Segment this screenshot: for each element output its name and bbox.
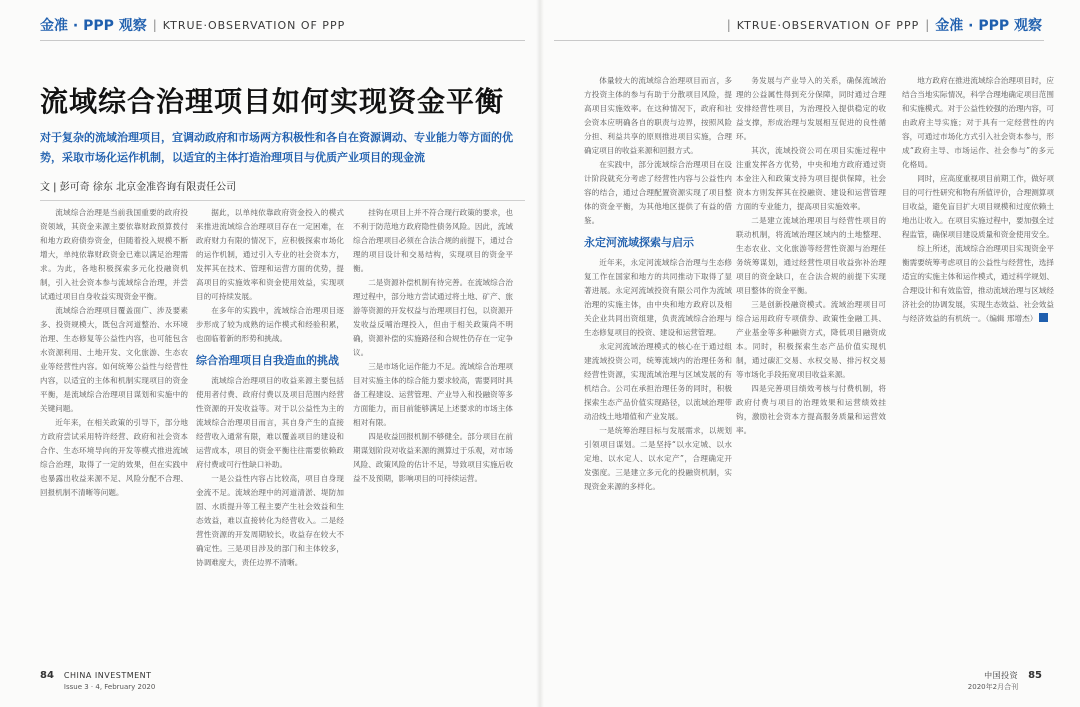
section-english-title: KTRUE·OBSERVATION OF PPP <box>736 18 920 32</box>
header-separator: | <box>152 18 157 32</box>
right-column-1 <box>584 74 732 646</box>
left-page-footer <box>40 670 155 693</box>
paragraph: 四是完善项目绩效考核与付费机制，将政府付费与项目的治理效果和运营绩效挂钩，激励社会资本方提高服务质量和运营效率。 <box>736 384 886 435</box>
paragraph: 体量较大的流域综合治理项目而言，多方投资主体的参与有助于分散项目风险，提高项目实施效率。在这种情况下，政府和社会资本应明确各自的职责与边界，按照风险分担、利益共享的原则推进项目实施，合理确定项目的收益来源和回报方式。 <box>584 76 732 155</box>
left-column-1 <box>40 206 188 648</box>
paragraph: 流域综合治理是当前我国重要的政府投资领域，其资金来源主要依靠财政预算拨付和地方政府债券资金，但随着投入规模不断增大，单纯依靠财政资金已难以满足治理需求。为此，各地积极探索多元化投融资机制，引入社会资本参与流域综合治理，并尝试通过项目自身收益实现资金平衡。 <box>40 208 188 301</box>
page-gutter <box>536 0 544 707</box>
section-brand: 金准 · PPP 观察 <box>935 18 1042 34</box>
paragraph: 务发展与产业导入的关系，确保流域治理的公益属性得到充分保障，同时通过合理安排经营性项目，为治理投入提供稳定的收益支撑，形成治理与发展相互促进的良性循环。 <box>736 76 886 141</box>
page-number: 84 <box>40 670 54 681</box>
paragraph: 近年来，在相关政策的引导下，部分地方政府尝试采用特许经营、政府和社会资本合作、生态环境导向的开发等模式推进流域综合治理，取得了一定的效果，但在实践中也暴露出收益来源不足、风险分配不合理、回报机制不清晰等问题。 <box>40 418 188 497</box>
paragraph: 三是创新投融资模式。流域治理项目可综合运用政府专项债券、政策性金融工具、产业基金等多种融资方式，降低项目融资成本。同时，积极探索生态产品价值实现机制，通过碳汇交易、水权交易、排污权交易等市场化手段拓宽项目收益来源。 <box>736 300 886 379</box>
paragraph: 三是市场化运作能力不足。流域综合治理项目对实施主体的综合能力要求较高，需要同时具备工程建设、运营管理、产业导入和投融资等多方面能力，而目前能够满足上述要求的市场主体相对有限。 <box>353 362 513 427</box>
paragraph: 四是收益回报机制不够健全。部分项目在前期谋划阶段对收益来源的测算过于乐观，对市场风险、政策风险的估计不足，导致项目实施后收益不及预期，影响项目的可持续运营。 <box>353 432 513 483</box>
header-separator: | <box>726 18 731 32</box>
article-lead: 对于复杂的流域治理项目，宜调动政府和市场两方积极性和各自在资源调动、专业能力等方面的优势，采取市场化运作机制，以适宜的主体打造治理项目与优质产业项目的现金流 <box>40 131 513 164</box>
byline-rule <box>40 200 525 201</box>
left-column-3 <box>353 206 513 648</box>
magazine-name: CHINA INVESTMENT <box>63 671 152 680</box>
right-running-header <box>721 14 1042 36</box>
header-rule <box>40 40 525 41</box>
paragraph: 一是统筹治理目标与发展需求，以规划引领项目谋划。二是坚持“以水定城、以水定地、以水定人、以水定产”，合理确定开发强度。三是建立多元化的投融资机制，实现资金来源的多样化。 <box>584 426 732 491</box>
issue-info: 2020年2月合刊 <box>967 683 1019 691</box>
paragraph: 二是建立流域治理项目与经营性项目的联动机制，将流域治理区域内的土地整理、生态农业、文化旅游等经营性资源与治理任务统筹谋划，通过经营性项目收益弥补治理项目的资金缺口，在合法合规的前提下实现项目整体的资金平衡。 <box>736 216 886 295</box>
left-running-header <box>40 14 345 36</box>
header-separator: | <box>925 18 930 32</box>
paragraph <box>902 242 1054 326</box>
magazine-name: 中国投资 <box>984 671 1019 680</box>
paragraph: 流域综合治理项目覆盖面广、涉及要素多、投资规模大，既包含河道整治、水环境治理、生态修复等公益性内容，也可能包含水资源利用、土地开发、文化旅游、生态农业等经营性内容。如何统筹公益性与经营性内容，以适宜的主体和机制实现项目的资金平衡，是流域综合治理项目谋划和实施中的关键问题。 <box>40 306 188 413</box>
paragraph: 在实践中，部分流域综合治理项目在设计阶段就充分考虑了经营性内容与公益性内容的结合，通过合理配置资源实现了项目整体的资金平衡，为其他地区提供了有益的借鉴。 <box>584 160 732 225</box>
article-end-mark-icon <box>1039 313 1048 322</box>
closing-paragraph-text: 综上所述，流域综合治理项目实现资金平衡需要统筹考虑项目的公益性与经营性，选择适宜的实施主体和运作模式，通过科学规划、合理设计和有效监管，推动流域治理与区域经济社会的协调发展，实现生态效益、社会效益与经济效益的有机统一。（编辑 邢增杰） <box>902 244 1054 323</box>
right-column-2 <box>736 74 886 646</box>
page-number: 85 <box>1028 670 1042 681</box>
paragraph: 地方政府在推进流域综合治理项目时，应结合当地实际情况，科学合理地确定项目范围和实施模式。对于公益性较强的治理内容，可由政府主导实施；对于具有一定经营性的内容，可通过市场化方式引入社会资本参与，形成“政府主导、市场运作、社会参与”的多元化格局。 <box>902 76 1054 169</box>
right-column-3 <box>902 74 1054 646</box>
paragraph: 二是资源补偿机制有待完善。在流域综合治理过程中，部分地方尝试通过将土地、矿产、旅游等资源的开发权益与治理项目打包，以资源开发收益反哺治理投入，但由于相关政策尚不明确，资源补偿的实施路径和合规性仍存在一定争议。 <box>353 278 513 357</box>
right-page <box>540 0 1080 707</box>
section-heading-yongding: 永定河流域探索与启示 <box>584 236 694 249</box>
section-brand: 金准 · PPP 观察 <box>40 18 147 34</box>
paragraph: 永定河流域治理模式的核心在于通过组建流域投资公司，统筹流域内的治理任务和经营性资源，实现流域治理与区域发展的有机结合。公司在承担治理任务的同时，积极探索生态产品价值实现路径，以流域治理带动沿线土地增值和产业发展。 <box>584 342 732 421</box>
section-english-title: KTRUE·OBSERVATION OF PPP <box>162 18 346 32</box>
paragraph: 其次，流域投资公司在项目实施过程中注重发挥各方优势，中央和地方政府通过资本金注入和政策支持为项目提供保障，社会资本方则发挥其在投融资、建设和运营管理方面的专业能力，提高项目实施效率。 <box>736 146 886 211</box>
article-byline: 文 | 彭可奇 徐东 北京金准咨询有限责任公司 <box>40 182 237 193</box>
paragraph: 同时，应高度重视项目前期工作，做好项目的可行性研究和物有所值评价，合理测算项目收益，避免盲目扩大项目规模和过度依赖土地出让收入。在项目实施过程中，要加强全过程监管，确保项目建设质量和资金使用安全。 <box>902 174 1054 239</box>
left-column-2 <box>196 206 344 648</box>
paragraph: 流域综合治理项目的收益来源主要包括使用者付费、政府付费以及项目范围内经营性资源的开发收益等。对于以公益性为主的流域综合治理项目而言，其自身产生的直接经营收入通常有限，难以覆盖项目的建设和运营成本，项目的资金平衡往往需要依赖政府付费或可行性缺口补助。 <box>196 376 344 469</box>
section-heading-challenges: 综合治理项目自我造血的挑战 <box>196 354 339 367</box>
paragraph: 挂钩在项目上并不符合现行政策的要求，也不利于防范地方政府隐性债务风险。因此，流域综合治理项目必须在合法合规的前提下，通过合理的项目设计和交易结构，实现项目的资金平衡。 <box>353 208 513 273</box>
paragraph: 近年来，永定河流域综合治理与生态修复工作在国家和地方的共同推动下取得了显著进展。永定河流域投资有限公司作为流域治理的实施主体，由中央和地方政府以及相关企业共同出资组建，负责流域综合治理与生态修复项目的投资、建设和运营管理。 <box>584 258 732 337</box>
paragraph: 一是公益性内容占比较高，项目自身现金流不足。流域治理中的河道清淤、堤防加固、水质提升等工程主要产生社会效益和生态效益，难以直接转化为经营收入。二是经营性资源的开发周期较长，收益存在较大不确定性。三是项目涉及的部门和主体较多，协调难度大，责任边界不清晰。 <box>196 474 344 567</box>
right-page-footer <box>968 670 1042 693</box>
paragraph: 据此，以单纯依靠政府资金投入的模式来推进流域综合治理项目存在一定困难，在政府财力有限的情况下，应积极探索市场化的运作机制，通过引入专业的社会资本方，发挥其在技术、管理和运营方面的优势，提高项目的实施效率和资金使用效益，实现项目的可持续发展。 <box>196 208 344 301</box>
article-title: 流域综合治理项目如何实现资金平衡 <box>40 85 505 118</box>
issue-info: Issue 3 · 4, February 2020 <box>63 683 156 691</box>
paragraph: 在多年的实践中，流域综合治理项目逐步形成了较为成熟的运作模式和经验积累，也面临着新的形势和挑战。 <box>196 306 344 343</box>
header-rule <box>554 40 1044 41</box>
